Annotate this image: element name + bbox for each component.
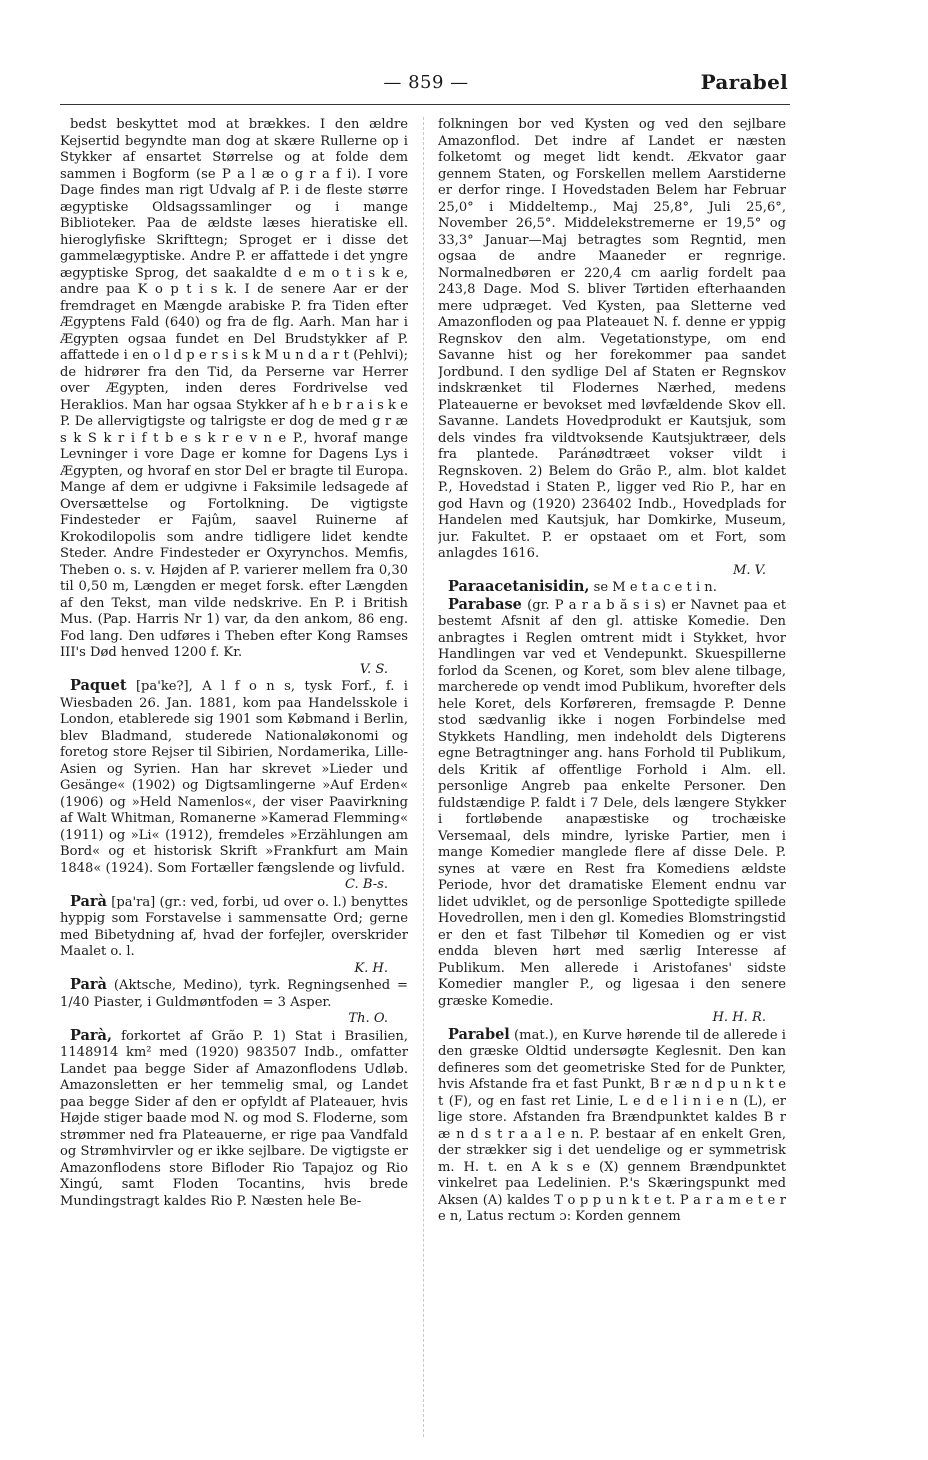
entry-paquet (60, 678, 408, 894)
entry-headword: Parabel (448, 1025, 510, 1043)
entry-para-prefix (60, 894, 408, 978)
entry-signature: H. H. R. (712, 1010, 766, 1025)
entry-text: (gr. P a r a b ă s i s) er Navnet paa et bestemt Afsnit af den gl. attiske Komedie. Den anbragtes i Reglen omtrent midt i Stykket, hvor Handlingen var ved et Vendepunkt. Skuespillerne forlod da Scenen, og Koret, som blev alene tilbage, marcherede op vendt imod Publikum, hvorefter dels hele Koret, dels Korføreren, fremsagde P. Denne stod sædvanlig ikke i nogen Forbindelse med Stykkets Handling, men indeholdt dels Digterens egne Betragtninger ang. hans Forhold til Publikum, dels Kritik af offentlige Forhold i Alm. ell. personlige Angreb paa enkelte Personer. Den fuldstændige P. faldt i 7 Dele, dels længere Stykker i fortløbende anapæstiske og trochæiske Versemaal, dels mindre, lyriske Partier, men i mange Komedier manglede flere af disse Dele. P. synes at være en Rest fra Komediens ældste Periode, hvor det dramatiske Element endnu var lidet udviklet, og de personlige Spottedigte spillede Hovedrollen, men i den gl. Komedies Blomstringstid er den et fast Tilbehør til Komedien og er vist endda bleven hørt med særlig Interesse af Publikum. Men allerede i Aristofanes' sidste Komedier mangler P., og ligesaa i den senere græske Komedie. (438, 597, 786, 1009)
entry-parabel (438, 1027, 786, 1226)
entry-text: [pa'ra] (gr.: ved, forbi, ud over o. l.) benyttes hyppig som Forstavelse i sammensatte Ord; gerne med Bibetydning af, hvad der forfejler, overskrider Maalet o. l. (60, 894, 408, 959)
page-header (64, 70, 788, 102)
entry-continuation (60, 117, 408, 678)
entry-text: forkortet af Grão P. 1) Stat i Brasilien, 1148914 km² med (1920) 983507 Indb., omfatter Landet paa begge Sider af Amazonflodens Udløb. Amazonsletten er her temmelig smal, og Landet paa begge Sider af den er opfyldt af Plateauer, hvis Højde stiger baade mod N. og mod S. Floderne, som strømmer ned fra Plateauerne, er rige paa Vandfald og Strømhvirvler og er ikke sejlbare. De vigtigste er Amazonflodens store Bifloder Rio Tapajoz og Rio Xingú, samt Floden Tocantins, hvis brede Mundingstragt kaldes Rio P. Næsten hele Be- (60, 1028, 408, 1209)
entry-headword: Paquet (70, 677, 127, 694)
entry-signature: Th. O. (348, 1011, 388, 1026)
entry-para-coin (60, 977, 408, 1028)
entry-text: (Aktsche, Medino), tyrk. Regningsenhed = 1/40 Piaster, i Guldmøntfoden = 3 Asper. (60, 978, 408, 1010)
entry-signature: M. V. (732, 562, 766, 578)
column-divider (423, 117, 424, 1437)
entry-headword: Paraacetanisidin, (448, 578, 590, 595)
running-head: Parabel (700, 70, 788, 94)
header-rule (60, 104, 790, 105)
entry-headword: Parà, (70, 1026, 112, 1044)
entry-text: se M e t a c e t i n. (589, 580, 717, 595)
entry-text: (mat.), en Kurve hørende til de allerede i den græske Oldtid undersøgte Keglesnit. Den kan defineres som det geometriske Sted for de Punkter, hvis Afstande fra et fast Punkt, B r æ n d p u n k t e t (F), og en fast ret Linie, L e d e l i n i e n (L), er lige store. Afstanden fra Brændpunktet kaldes B r æ n d s t r a a l e n. P. bestaar af en enkelt Gren, der strækker sig i det uendelige og er symmetrisk m. H. t. en A k s e (X) gennem Brændpunktet vinkelret paa Ledelinien. P.'s Skæringspunkt med Aksen (A) kaldes T o p p u n k t e t. P a r a m e t e r e n, Latus rectum ɔ: Korden gennem (438, 1027, 786, 1224)
entry-text: folkningen bor ved Kysten og ved den sejlbare Amazonflod. Det indre af Landet er næsten folketomt og meget lidt kendt. Ækvator gaar gennem Staten, og Forskellen mellem Aarstiderne er derfor ringe. I Hovedstaden Belem har Februar 25,0° i Middeltemp., Maj 25,8°, Juli 25,6°, November 26,5°. Middelekstremerne er 19,5° og 33,3° Januar—Maj betragtes som Regntid, men ogsaa de andre Maaneder er regnrige. Normalnedbøren er 220,4 cm aarlig fordelt paa 243,8 Dage. Mod S. bliver Tørtiden efterhaanden mere udpræget. Ved Kysten, paa Sletterne ved Amazonfloden og paa Plateauet N. f. denne er yppig Regnskov den alm. Vegetationstype, om end Savanne hist og her forekommer paa sandet Jordbund. I den sydlige Del af Staten er Regnskov indskrænket til Flodernes Nærhed, medens Plateauerne er bevokset med løvfældende Skov ell. Savanne. Landets Hovedprodukt er Kautsjuk, som dels vindes fra vildtvoksende Kautsjuktræer, dels fra plantede. Paránødtræet vokser vildt i Regnskoven. 2) Belem do Grão P., alm. blot kaldet P., Hovedstad i Staten P., ligger ved Rio P., har en god Havn og (1920) 236402 Indb., Hovedplads for Handelen med Kautsjuk, har Domkirke, Museum, jur. Fakultet. P. er opstaaet om et Fort, som anlagdes 1616. (438, 117, 786, 561)
entry-headword: Parà (70, 976, 107, 993)
entry-text: bedst beskyttet mod at brækkes. I den ældre Kejsertid begyndte man dog at skære Rullerne op i Stykker af ensartet Størrelse og at folde dem sammen i Bogform (se P a l æ o g r a f i). I vore Dage findes man rigt Udvalg af P. i de fleste større ægyptiske Oldsagssamlinger og i mange Biblioteker. Paa de ældste læses hieratiske ell. hieroglyfiske Skrifttegn; Sproget er i disse det gammelægyptiske. Andre P. er affattede i det yngre ægyptiske Sprog, det saakaldte d e m o t i s k e, andre paa K o p t i s k. I de senere Aar er der fremdraget en Mængde arabiske P. fra Tiden efter Ægyptens Fald (640) og fra de flg. Aarh. Man har i Ægypten ogsaa fundet en Del Brudstykker af P. affattede i en o l d p e r s i s k M u n d a r t (Pehlvi); de hidrører fra den Tid, da Perserne var Herrer over Ægypten, inden deres Fordrivelse ved Heraklios. Man har ogsaa Stykker af h e b r a i s k e P. De allervigtigste og talrigste er dog de med g r æ s k S k r i f t b e s k r e v n e P., hvoraf mange Levninger i vore Dage er komne for Dagens Lys i Ægypten, og hvoraf en stor Del er bragte til Europa. Mange af dem er udgivne i Faksimile ledsagede af Oversættelse og Fortolkning. De vigtigste Findesteder er Fajûm, saavel Ruinerne af Krokodilopolis som andre tidligere lidet kendte Steder. Andre Findesteder er Oxyrynchos. Memfis, Theben o. s. v. Højden af P. varierer mellem fra 0,30 til 0,50 m, Længden er meget forsk. efter Længden af den Tekst, man vilde nedskrive. En P. i British Mus. (Pap. Harris Nr 1) var, da den ankom, 86 eng. Fod lang. Den udføres i Theben efter Kong Ramses III's Død henved 1200 f. Kr. (60, 117, 408, 660)
page-number: — 859 — (383, 72, 469, 93)
entry-signature: K. H. (354, 960, 388, 976)
right-column (438, 117, 786, 1442)
entry-para-state-continued (438, 117, 786, 579)
left-column (60, 117, 408, 1442)
entry-signature: C. B-s. (344, 877, 388, 892)
entry-signature: V. S. (359, 661, 388, 677)
entry-text: [pa'ke?], A l f o n s, tysk Forf., f. i Wiesbaden 26. Jan. 1881, kom paa Handelsskole i London, etablerede sig 1901 som Købmand i Berlin, blev Bladmand, studerede Nationaløkonomi og foretog store Rejser til Sibirien, Nordamerika, Lille-Asien og Syrien. Han har skrevet »Lieder und Gesänge« (1902) og Digtsamlingerne »Auf Erden« (1906) og »Held Namenlos«, der viser Paavirkning af Walt Whitman, Romanerne »Kamerad Flemming« (1911) og »Li« (1912), fremdeles »Erzählungen am Bord« og et historisk Skrift »Frankfurt am Main 1848« (1924). Som Fortæller fængslende og livfuld. (60, 679, 408, 876)
entry-paraacetanisidin (438, 579, 786, 597)
entry-para-state (60, 1028, 408, 1211)
entry-headword: Parà (70, 892, 107, 910)
entry-headword: Parabase (448, 595, 522, 613)
entry-parabase (438, 597, 786, 1027)
